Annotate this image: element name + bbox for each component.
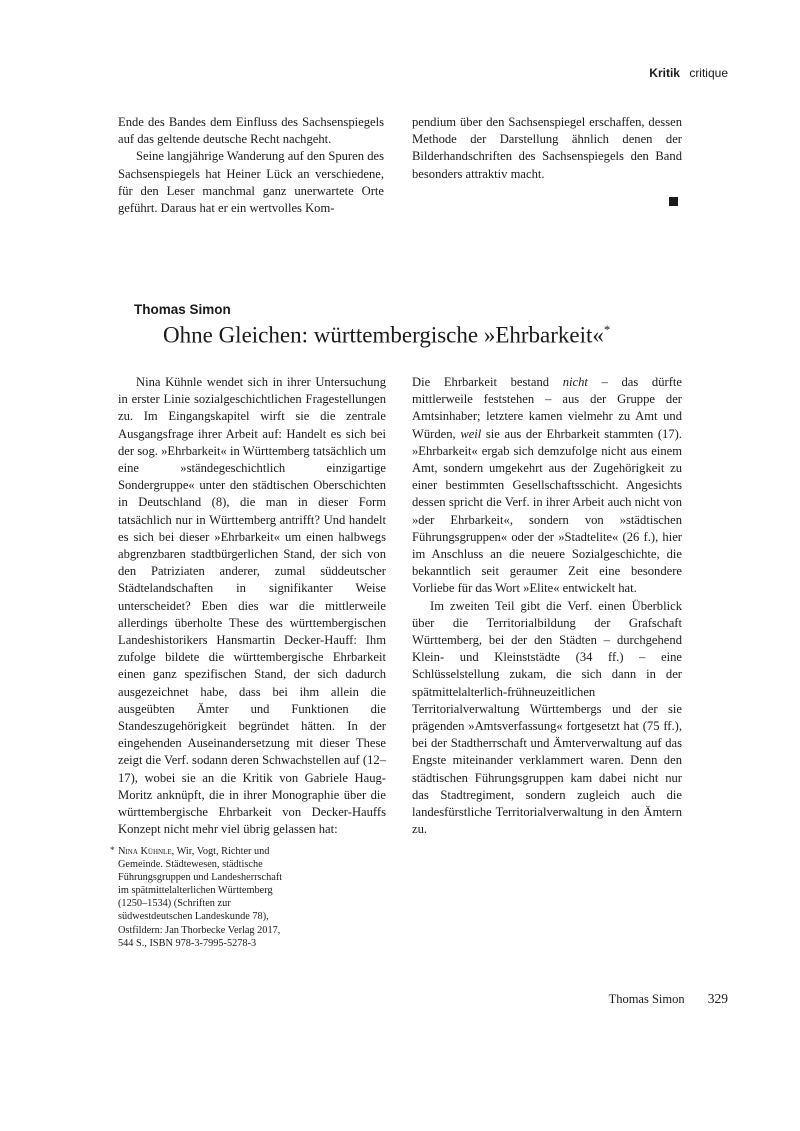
running-header <box>649 66 728 80</box>
footnote-mark: * <box>110 845 115 855</box>
footnote <box>118 845 288 950</box>
review-column-left <box>118 374 386 838</box>
paragraph: pendium über den Sachsenspiegel erschaffen, dessen Methode der Darstellung ähnlich denen der Bilderhandschriften des Sachsenspiegels den Band besonders attraktiv macht. <box>412 115 682 181</box>
footnote-reference[interactable]: * <box>603 322 611 337</box>
end-of-article-square-icon <box>669 197 678 206</box>
footer-author: Thomas Simon <box>608 992 685 1006</box>
footnote-author: Nina Kühnle <box>118 846 172 857</box>
paragraph: Im zweiten Teil gibt die Verf. einen Überblick über die Territorialbildung der Grafschaft Württemberg, bei der den Städten – durchgehend Klein- und Kleinststädte (34 ff.) – eine Schlüsselstellung zukam, die sich dann in der spätmittelalterlich-frühneuzeitlichen Territorialverwaltung Württembergs und der sie prägenden »Amtsverfassung« fortgesetzt hat (75 ff.), bei der Stadtherrschaft und Ämterverwaltung auf das Engste miteinander verklammert waren. Denn den städtischen Führungsgruppen kam dabei nicht nur das Stadtregiment, sondern zugleich auch die landesfürstliche Territorialverwaltung in den Ämtern zu. <box>412 598 682 837</box>
text-run: Die Ehrbarkeit bestand <box>412 375 563 389</box>
emphasis: weil <box>460 426 482 441</box>
paragraph <box>412 374 682 598</box>
header-section: Kritik <box>649 66 680 80</box>
previous-review-column-left <box>118 114 384 217</box>
review-author: Thomas Simon <box>134 302 231 317</box>
previous-review-column-right <box>412 114 682 183</box>
footnote-text: , Wir, Vogt, Richter und Gemeinde. Städtewesen, städtische Führungsgruppen und Landesherrschaft im spätmittelalterlichen Württemberg (1250–1534) (Schriften zur südwestdeutschen Landeskunde 78), Ostfildern: Jan Thorbecke Verlag 2017, 544 S., ISBN 978-3-7995-5278-3 <box>118 846 283 949</box>
emphasis: nicht <box>562 375 588 389</box>
paragraph: Nina Kühnle wendet sich in ihrer Untersuchung in erster Linie sozialgeschichtlichen Fragestellungen zu. Im Eingangskapitel wirft sie die zentrale Ausgangsfrage ihrer Arbeit auf: Handelt es sich bei der sog. »Ehrbarkeit« in Württemberg tatsächlich um eine »ständegeschichtlich einzigartige Sondergruppe« unter den städtischen Oberschichten in Deutschland (8), die man in dieser Form tatsächlich nur in Württemberg antrifft? Und handelt es sich bei dieser »Ehrbarkeit« um einen halbwegs abgrenzbaren stadtbürgerlichen Stand, der sich von den Patriziaten anderer, zumal süddeutscher Städtelandschaften in signifikanter Weise unterscheidet? Eben dies war die mittlerweile allerdings überholte These des württembergischen Landeshistorikers Hansmartin Decker-Hauff: Ihm zufolge bildete die württembergische Ehrbarkeit einen ganz spezifischen Stand, der sich dadurch ausgezeichnet habe, dass bei ihm allein die ausgeübten Ämter und Funktionen die Standeszugehörigkeit begründet hätten. In der eingehenden Auseinandersetzung mit dieser These zeigt die Verf. sodann deren Schwachstellen auf (12–17), wobei sie an die Kritik von Gabriele Haug-Moritz anknüpft, die in ihrer Monographie über die württembergische Ehrbarkeit von Decker-Hauffs Konzept nicht mehr viel übrig gelassen hat: <box>118 375 386 837</box>
review-title <box>163 322 610 349</box>
text-run: sie aus der Ehrbarkeit stammten (17). »Ehrbarkeit« ergab sich demzufolge nicht aus einem Amt, sondern umgekehrt aus der Zugehörigkeit zu einer bestimmten Gesellschaftsschicht. Angesichts dessen spricht die Verf. in ihrer Arbeit auch nicht von »der Ehrbarkeit«, sondern von »städtischen Führungsgruppen« oder der »Stadtelite« (26 f.), hier im Anschluss an die neuere Sozialgeschichte, die bekanntlich seit geraumer Zeit eine besondere Vorliebe für das Wort »Elite« entwickelt hat. <box>412 426 682 596</box>
review-title-text: Ohne Gleichen: württembergische »Ehrbarkeit« <box>163 322 604 348</box>
text-run: – das dürfte mittlerweile feststehen – aus der Gruppe der Amtsinhaber; letztere kamen vielmehr zu Amt und Würden, <box>412 375 682 441</box>
paragraph: Seine langjährige Wanderung auf den Spuren des Sachsenspiegels hat Heiner Lück an verschiedene, für den Leser manchmal ganz unerwartete Orte geführt. Daraus hat er ein wertvolles Kom- <box>118 149 384 216</box>
paragraph: Ende des Bandes dem Einfluss des Sachsenspiegels auf das geltende deutsche Recht nachgeht. <box>118 115 384 147</box>
page-footer <box>609 991 728 1007</box>
header-subsection: critique <box>689 66 728 80</box>
page-number: 329 <box>707 991 728 1006</box>
review-column-right <box>412 374 682 838</box>
